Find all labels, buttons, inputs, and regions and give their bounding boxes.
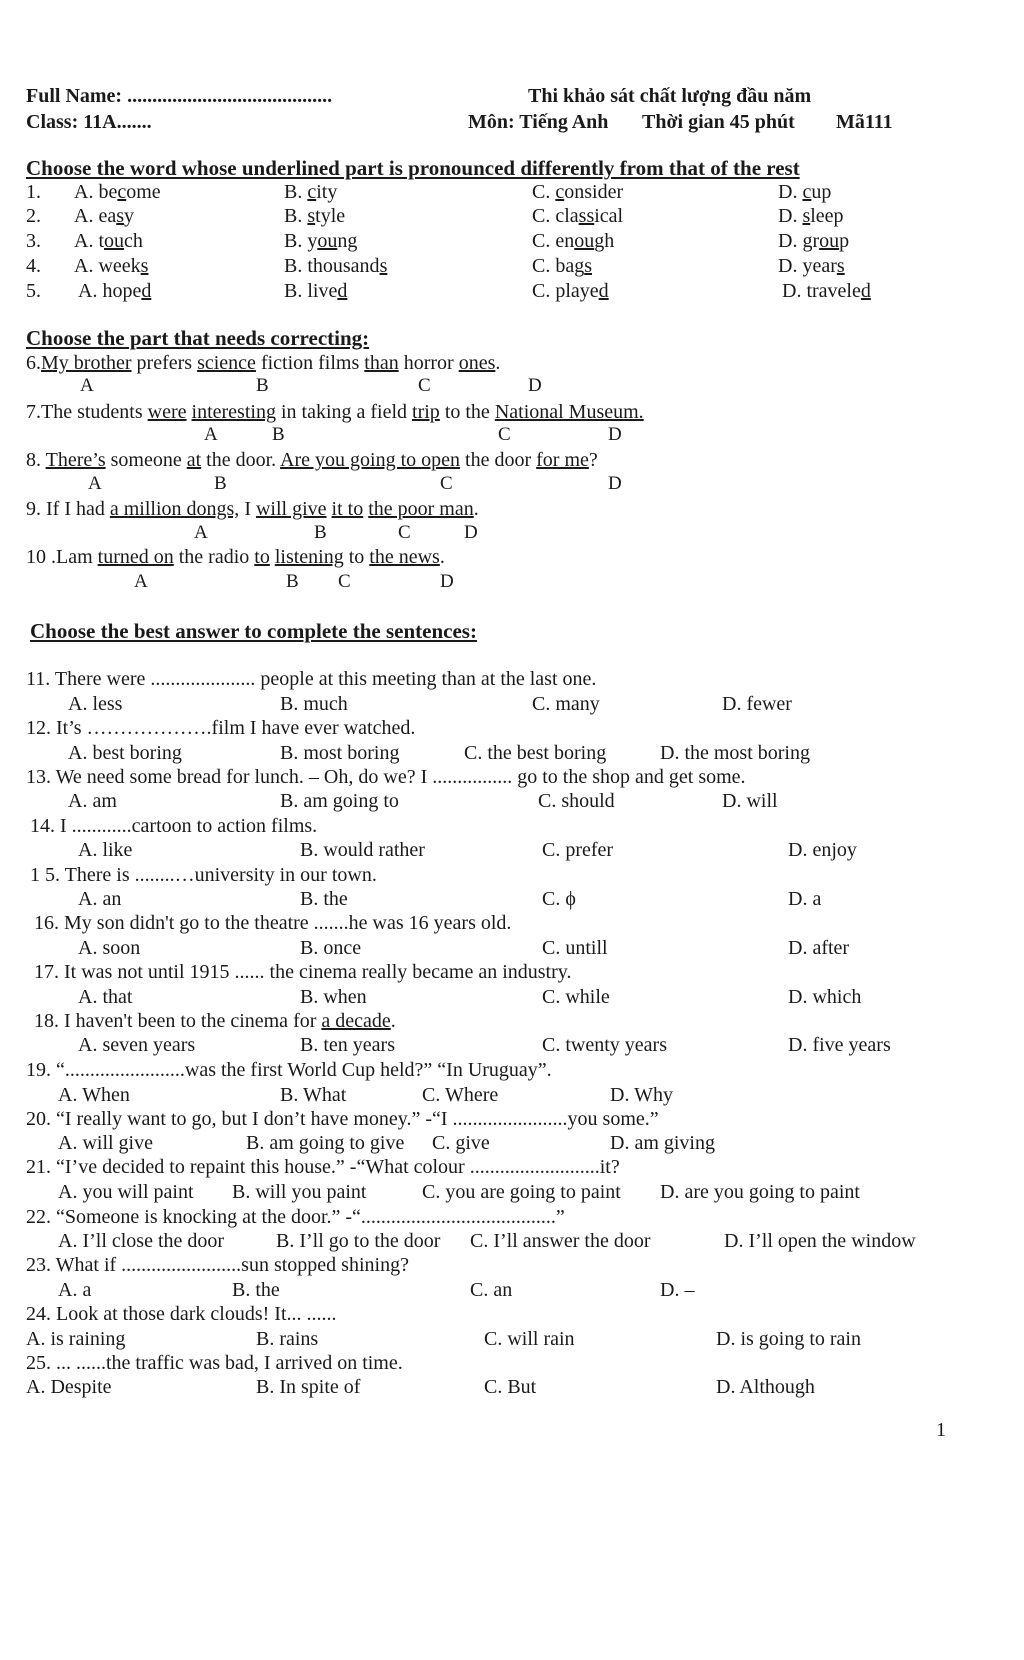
option-b[interactable]: B. when [300,986,367,1008]
question-stem: 14. I ............cartoon to action films. [30,815,318,837]
option-d[interactable]: D. is going to rain [716,1328,861,1350]
part-label-a[interactable]: A [194,522,208,543]
option-c[interactable]: C. I’ll answer the door [470,1230,651,1252]
option-a[interactable]: A. am [68,790,117,812]
option-c[interactable]: C. classical [532,205,624,227]
option-d[interactable]: D. cup [778,181,832,203]
question-6: 6.My brother prefers science fiction films than horror ones. [26,352,501,374]
option-d[interactable]: D. am giving [610,1132,715,1154]
option-d[interactable]: D. which [788,986,862,1008]
part-label-b[interactable]: B [286,571,299,592]
question-stem: 19. “........................was the first World Cup held?” “In Uruguay”. [26,1059,552,1081]
option-a[interactable]: A. hoped [78,280,152,302]
option-a[interactable]: A. less [68,693,123,715]
part-label-c[interactable]: C [418,375,431,396]
option-d[interactable]: D. after [788,937,850,959]
option-d[interactable]: D. Why [610,1084,673,1106]
option-b[interactable]: B. the [232,1279,280,1301]
option-a[interactable]: A. Despite [26,1376,112,1398]
question-7: 7.The students were interesting in taking a field trip to the National Museum. [26,401,644,423]
question-stem: 11. There were ..................... people at this meeting than at the last one. [26,668,597,690]
part-label-a[interactable]: A [134,571,148,592]
option-a[interactable]: A. touch [74,230,143,252]
option-c[interactable]: C. enough [532,230,615,252]
option-c[interactable]: C. played [532,280,609,302]
option-c[interactable]: C. will rain [484,1328,575,1350]
option-b[interactable]: B. rains [256,1328,319,1350]
question-number: 2. [26,205,41,227]
option-d[interactable]: D. group [778,230,850,252]
option-a[interactable]: A. easy [74,205,134,227]
option-c[interactable]: C. the best boring [464,742,607,764]
option-a[interactable]: A. soon [78,937,141,959]
option-b[interactable]: B. I’ll go to the door [276,1230,441,1252]
question-number: 1. [26,181,41,203]
question-stem: 12. It’s ……………….film I have ever watched. [26,717,416,739]
section-3-title: Choose the best answer to complete the sentences: [30,619,477,643]
exam-code: Mã111 [836,111,893,133]
option-b[interactable]: B. city [284,181,338,203]
section-2-title: Choose the part that needs correcting: [26,326,370,350]
part-label-b[interactable]: B [214,473,227,494]
option-b[interactable]: B. am going to give [246,1132,405,1154]
option-c[interactable]: C. you are going to paint [422,1181,621,1203]
option-a[interactable]: A. will give [58,1132,153,1154]
option-d[interactable]: D. are you going to paint [660,1181,860,1203]
question-number: 4. [26,255,41,277]
part-label-d[interactable]: D [608,473,622,494]
option-a[interactable]: A. that [78,986,133,1008]
option-c[interactable]: C. should [538,790,615,812]
option-d[interactable]: D. sleep [778,205,844,227]
part-label-d[interactable]: D [528,375,542,396]
part-label-b[interactable]: B [272,424,285,445]
part-label-b[interactable]: B [256,375,269,396]
question-stem: 13. We need some bread for lunch. – Oh, do we? I ................ go to the shop and get some. [26,766,746,788]
time-label: Thời gian 45 phút [642,111,795,133]
option-a[interactable]: A. seven years [78,1034,196,1056]
question-stem: 20. “I really want to go, but I don’t have money.” -“I .......................you some.” [26,1108,659,1130]
option-d[interactable]: D. the most boring [660,742,810,764]
option-d[interactable]: D. I’ll open the window [724,1230,916,1252]
question-stem: 21. “I’ve decided to repaint this house.” -“What colour ..........................it? [26,1156,620,1178]
option-c[interactable]: C. But [484,1376,537,1398]
part-label-c[interactable]: C [498,424,511,445]
option-b[interactable]: B. thousands [284,255,388,277]
option-b[interactable]: B. the [300,888,348,910]
question-stem: 18. I haven't been to the cinema for a decade. [34,1010,396,1032]
option-c[interactable]: C. ϕ [542,888,576,910]
part-label-c[interactable]: C [338,571,351,592]
option-a[interactable]: A. When [58,1084,130,1106]
option-c[interactable]: C. while [542,986,610,1008]
question-number: 3. [26,230,41,252]
option-a[interactable]: A. best boring [68,742,182,764]
option-a[interactable]: A. weeks [74,255,149,277]
option-d[interactable]: D. enjoy [788,839,857,861]
option-c[interactable]: C. an [470,1279,513,1301]
option-a[interactable]: A. a [58,1279,92,1301]
option-a[interactable]: A. I’ll close the door [58,1230,225,1252]
question-stem: 24. Look at those dark clouds! It... ...... [26,1303,337,1325]
question-number: 5. [26,280,41,302]
question-stem: 22. “Someone is knocking at the door.” -“.......................................” [26,1206,565,1228]
full-name-label: Full Name: ......................................... [26,85,333,107]
option-b[interactable]: B. would rather [300,839,425,861]
question-stem: 25. ... ......the traffic was bad, I arrived on time. [26,1352,403,1374]
option-b[interactable]: B. am going to [280,790,399,812]
question-9: 9. If I had a million dongs, I will give it to the poor man. [26,498,479,520]
option-d[interactable]: D. traveled [782,280,871,302]
option-d[interactable]: D. years [778,255,845,277]
option-a[interactable]: A. you will paint [58,1181,194,1203]
option-d[interactable]: D. fewer [722,693,792,715]
option-d[interactable]: D. – [660,1279,695,1301]
option-b[interactable]: B. ten years [300,1034,395,1056]
part-label-d[interactable]: D [440,571,454,592]
option-b[interactable]: B. In spite of [256,1376,361,1398]
exam-title: Thi khảo sát chất lượng đầu năm [528,85,812,107]
part-label-b[interactable]: B [314,522,327,543]
option-b[interactable]: B. style [284,205,346,227]
option-d[interactable]: D. will [722,790,778,812]
option-b[interactable]: B. most boring [280,742,400,764]
question-8: 8. There’s someone at the door. Are you going to open the door for me? [26,449,598,471]
part-label-c[interactable]: C [440,473,453,494]
option-a[interactable]: A. is raining [26,1328,126,1350]
option-b[interactable]: B. What [280,1084,347,1106]
option-a[interactable]: A. an [78,888,122,910]
option-b[interactable]: B. once [300,937,362,959]
option-b[interactable]: B. much [280,693,348,715]
option-c[interactable]: C. consider [532,181,624,203]
option-d[interactable]: D. a [788,888,822,910]
class-label: Class: 11A....... [26,111,152,133]
option-c[interactable]: C. prefer [542,839,614,861]
part-label-d[interactable]: D [608,424,622,445]
option-c[interactable]: C. many [532,693,600,715]
part-label-c[interactable]: C [398,522,411,543]
option-b[interactable]: B. young [284,230,358,252]
section-1-title: Choose the word whose underlined part is pronounced differently from that of the rest [26,156,800,180]
part-label-a[interactable]: A [204,424,218,445]
option-d[interactable]: D. five years [788,1034,891,1056]
option-a[interactable]: A. like [78,839,133,861]
part-label-d[interactable]: D [464,522,478,543]
subject-label: Môn: Tiếng Anh [468,111,609,133]
option-d[interactable]: D. Although [716,1376,815,1398]
option-a[interactable]: A. become [74,181,161,203]
page-number: 1 [936,1419,946,1441]
part-label-a[interactable]: A [88,473,102,494]
question-stem: 17. It was not until 1915 ...... the cinema really became an industry. [34,961,572,983]
option-c[interactable]: C. twenty years [542,1034,667,1056]
option-b[interactable]: B. lived [284,280,348,302]
option-b[interactable]: B. will you paint [232,1181,367,1203]
option-c[interactable]: C. give [432,1132,490,1154]
option-c[interactable]: C. untill [542,937,608,959]
part-label-a[interactable]: A [80,375,94,396]
question-stem: 23. What if ........................sun stopped shining? [26,1254,409,1276]
question-stem: 1 5. There is ........…university in our town. [30,864,377,886]
question-stem: 16. My son didn't go to the theatre .......he was 16 years old. [34,912,512,934]
option-c[interactable]: C. bags [532,255,593,277]
question-10: 10 .Lam turned on the radio to listening to the news. [26,546,445,568]
option-c[interactable]: C. Where [422,1084,499,1106]
